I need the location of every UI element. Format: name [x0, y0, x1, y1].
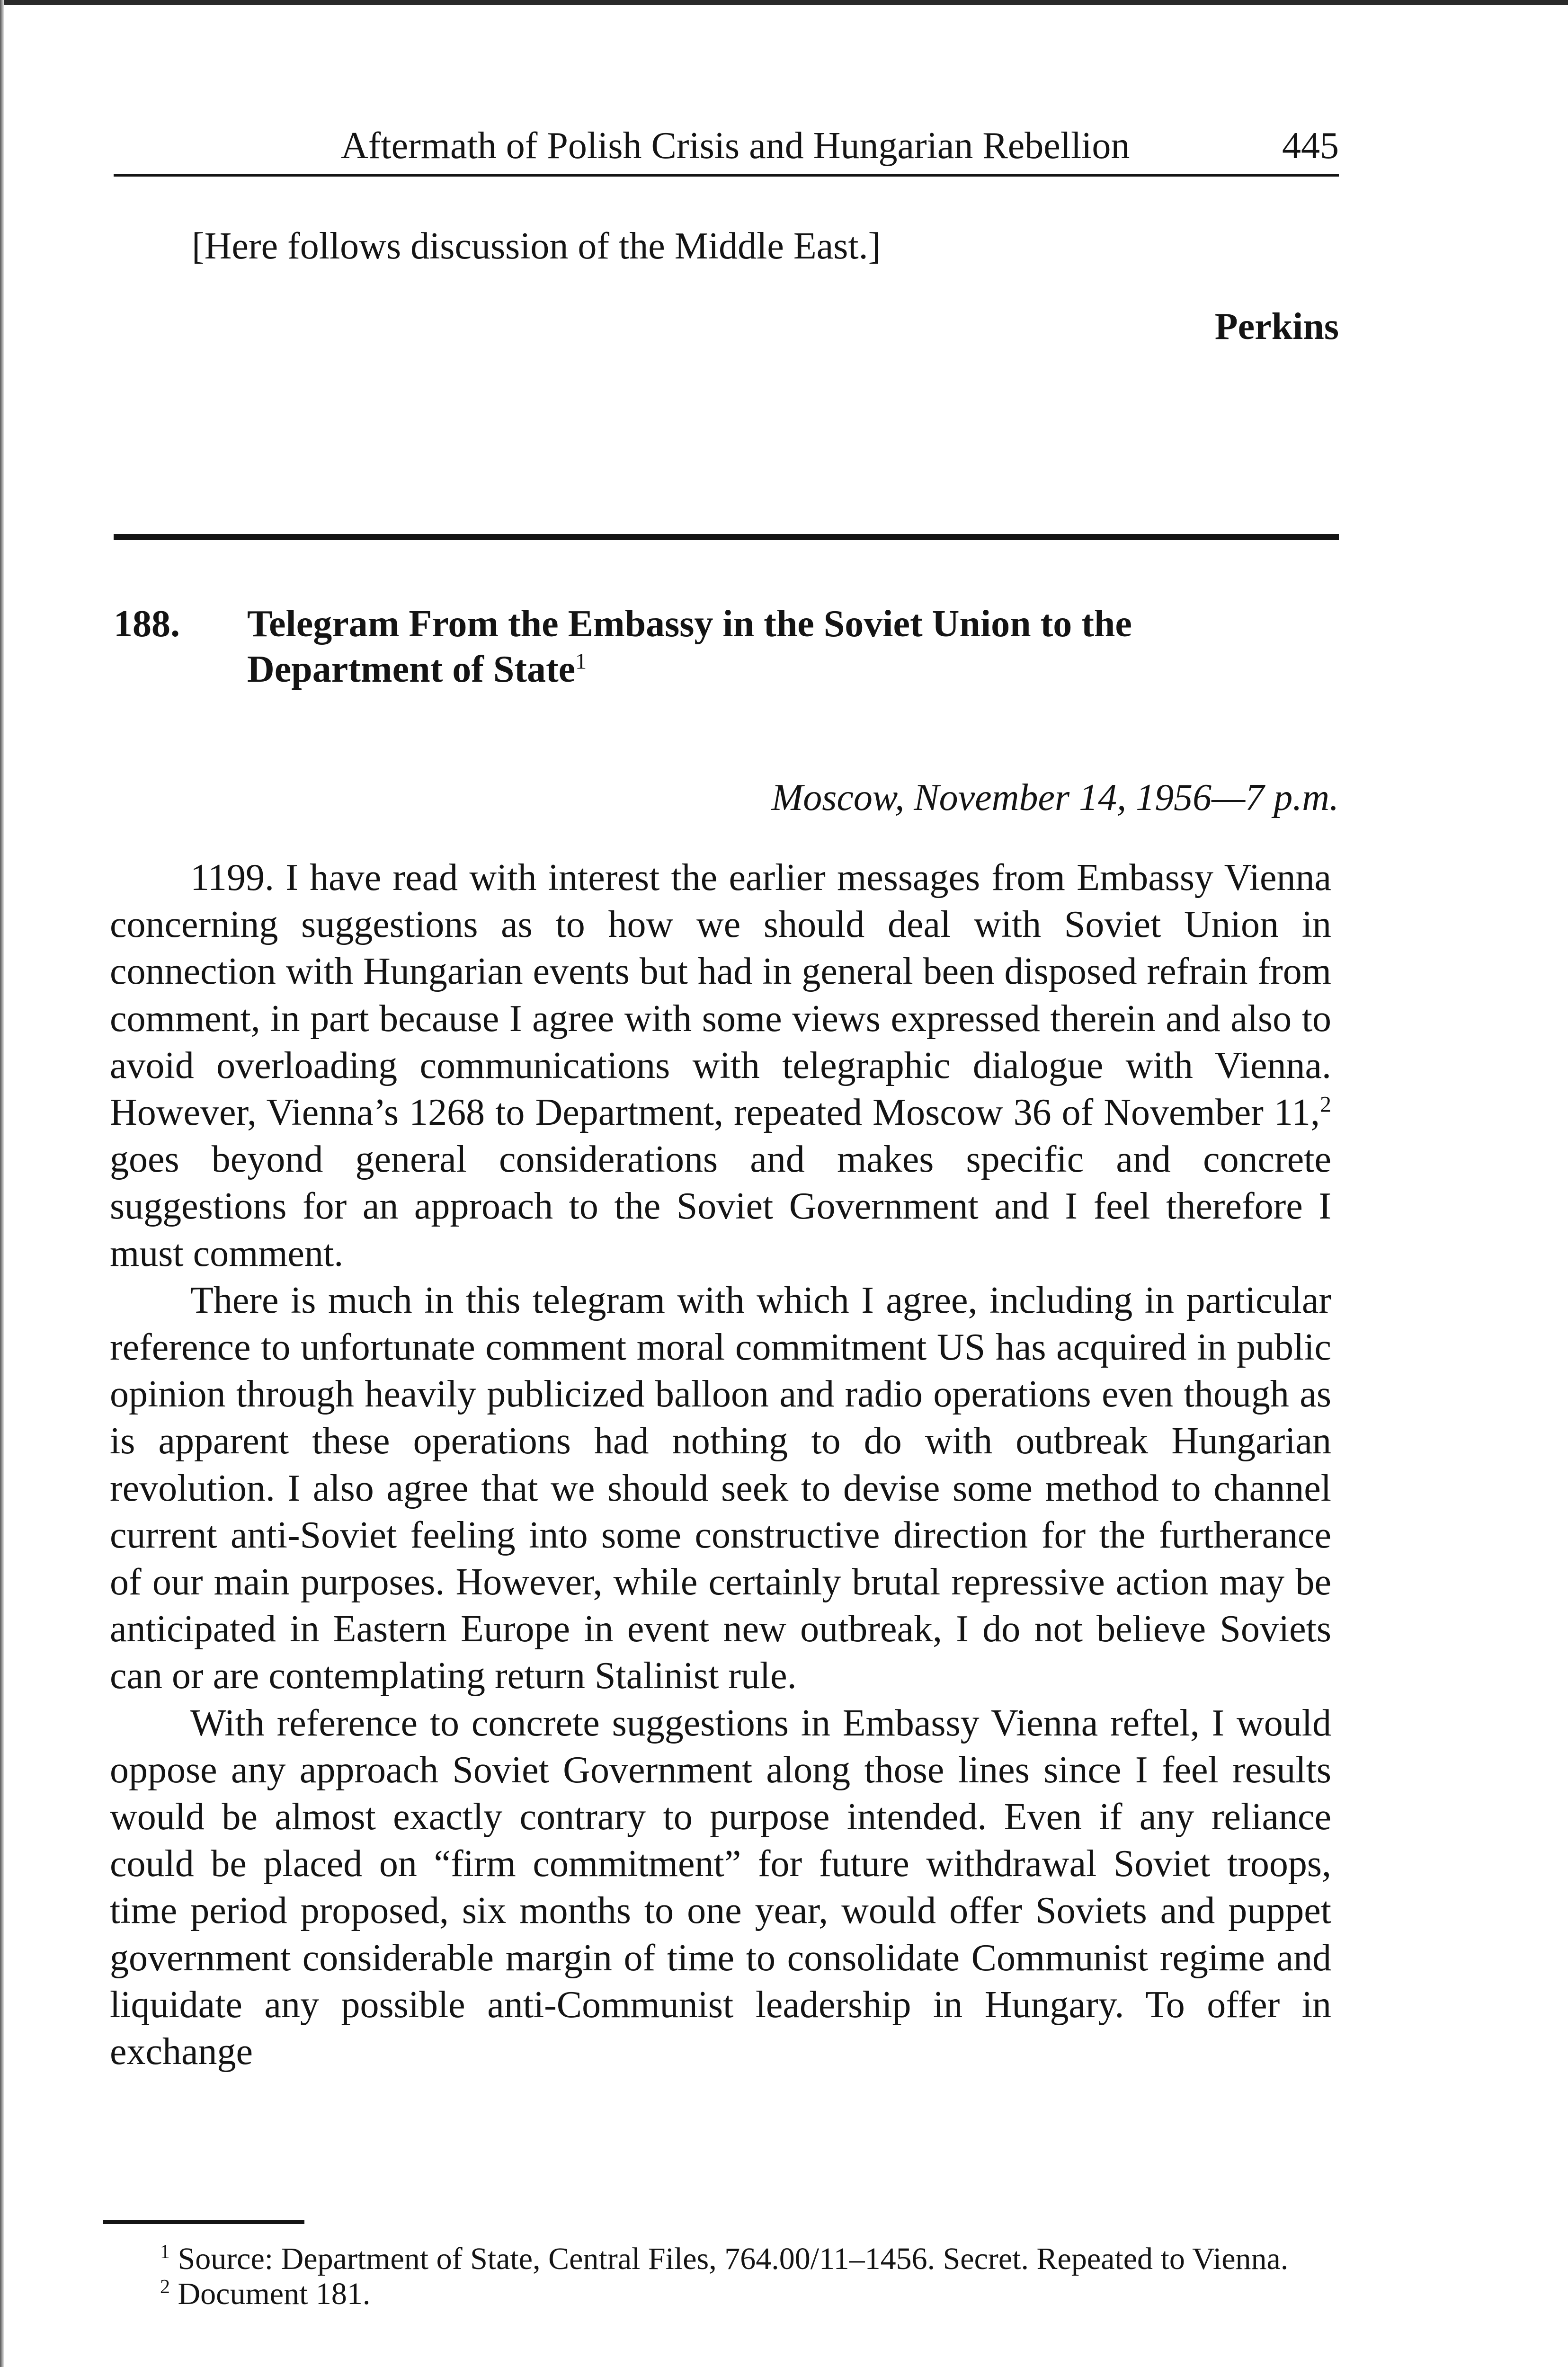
footnote-ref-2: 2 [1320, 1092, 1331, 1117]
footnote-2-text: Document 181. [178, 2277, 371, 2311]
paragraph-1-text-a: 1199. I have read with interest the earlier messages from Embassy Vienna concerning suggestions as to how we should deal with Soviet Union in connection with Hungarian events but had in general been disposed refrain from comment, in part because I agree with some views expressed therein and also to avoid overloading communications with telegraphic dialogue with Vienna. However, Vienna’s 1268 to Department, repeated Moscow 36 of November 11, [110, 857, 1331, 1134]
footnote-1-text: Source: Department of State, Central Files, 764.00/11–1456. Secret. Repeated to Vienna. [178, 2242, 1289, 2276]
running-title: Aftermath of Polish Crisis and Hungarian Rebellion [341, 125, 1130, 167]
paragraph-1-text-b: goes beyond general considerations and makes specific and concrete suggestions for an approach to the Soviet Government and I feel therefore I must comment. [110, 1139, 1331, 1274]
page-number: 445 [1282, 125, 1339, 167]
footnotes [103, 2242, 1332, 2312]
paragraph-3: With reference to concrete suggestions in Embassy Vienna reftel, I would oppose any approach Soviet Government along those lines since I feel results would be almost exactly contrary to purpose intended. Even if any reliance could be placed on “firm commitment” for future withdrawal Soviet troops, time period proposed, six months to one year, would offer Soviets and puppet government considerable margin of time to consolidate Communist regime and liquidate any possible anti-Communist leadership in Hungary. To offer in exchange [110, 1702, 1331, 2073]
previous-document-note: [Here follows discussion of the Middle East.] [192, 225, 881, 267]
footnote-2 [103, 2277, 1332, 2312]
telegram-body [110, 854, 1331, 2075]
document-separator-rule [114, 534, 1339, 540]
footnote-1 [103, 2242, 1332, 2277]
footnote-2-mark: 2 [160, 2276, 170, 2298]
scan-edge-top [0, 0, 1568, 5]
footnote-1-mark: 1 [160, 2241, 170, 2263]
footnote-ref-1: 1 [575, 649, 587, 674]
document-title-text: Telegram From the Embassy in the Soviet Union to the Department of State [247, 603, 1132, 690]
scan-edge-left [0, 0, 4, 2367]
paragraph-2: There is much in this telegram with which I agree, including in particular reference to unfortunate comment moral commitment US has acquired in public opinion through heavily publicized balloon and radio operations even though as is apparent these operations had nothing to do with outbreak Hungarian revolution. I also agree that we should seek to devise some method to channel current anti-Soviet feeling into some constructive direction for the furtherance of our main purposes. However, while certainly brutal repressive action may be anticipated in Eastern Europe in event new outbreak, I do not believe Soviets can or are contemplating return Stalinist rule. [110, 1279, 1331, 1697]
paragraph-1 [110, 854, 1331, 1277]
running-header [114, 122, 1339, 169]
footnote-rule [103, 2220, 304, 2224]
signature: Perkins [1214, 306, 1339, 347]
document-title [247, 601, 1336, 692]
header-rule [114, 174, 1339, 177]
dateline: Moscow, November 14, 1956—7 p.m. [771, 777, 1339, 819]
document-number: 188. [114, 603, 180, 645]
